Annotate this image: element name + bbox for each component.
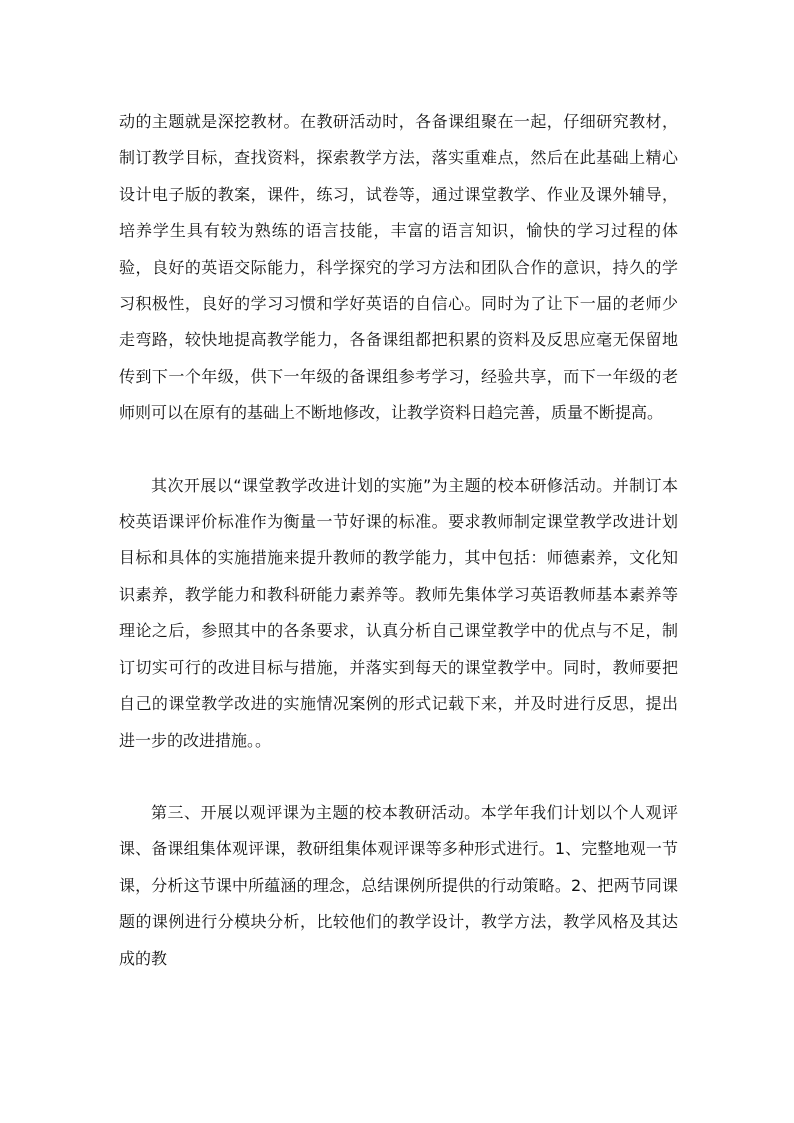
paragraph-2: 其次开展以“课堂教学改进计划的实施”为主题的校本研修活动。并制订本校英语课评价标准作为衡量一节好课的标准。要求教师制定课堂教学改进计划目标和具体的实施措施来提升教师的教学能力，其中包括：师德素养，文化知识素养，教学能力和教科研能力素养等。教师先集体学习英语教师基本素养等理论之后，参照其中的各条要求，认真分析自己课堂教学中的优点与不足，制订切实可行的改进目标与措施，并落实到每天的课堂教学中。同时，教师要把自己的课堂教学改进的实施情况案例的形式记载下来，并及时进行反思，提出进一步的改进措施。。	[119, 475, 678, 750]
document-page	[119, 104, 678, 977]
paragraph-spacer	[119, 432, 678, 468]
paragraph-1: 动的主题就是深挖教材。在教研活动时，各备课组聚在一起，仔细研究教材，制订教学目标，查找资料，探索教学方法，落实重难点，然后在此基础上精心设计电子版的教案，课件，练习，试卷等，通过课堂教学、作业及课外辅导，培养学生具有较为熟练的语言技能，丰富的语言知识，愉快的学习过程的体验，良好的英语交际能力，科学探究的学习方法和团队合作的意识，持久的学习积极性，良好的学习习惯和学好英语的自信心。同时为了让下一届的老师少走弯路，较快地提高教学能力，各备课组都把积累的资料及反思应毫无保留地传到下一个年级，供下一年级的备课组参考学习，经验共享，而下一年级的老师则可以在原有的基础上不断地修改，让教学资料日趋完善，质量不断提高。	[119, 112, 678, 423]
paragraph-spacer	[119, 759, 678, 795]
paragraph-3: 第三、开展以观评课为主题的校本教研活动。本学年我们计划以个人观评课、备课组集体观评课，教研组集体观评课等多种形式进行。1、完整地观一节课，分析这节课中所蕴涵的理念，总结课例所提供的行动策略。2、把两节同课题的课例进行分模块分析，比较他们的教学设计，教学方法，教学风格及其达成的教	[119, 802, 678, 968]
